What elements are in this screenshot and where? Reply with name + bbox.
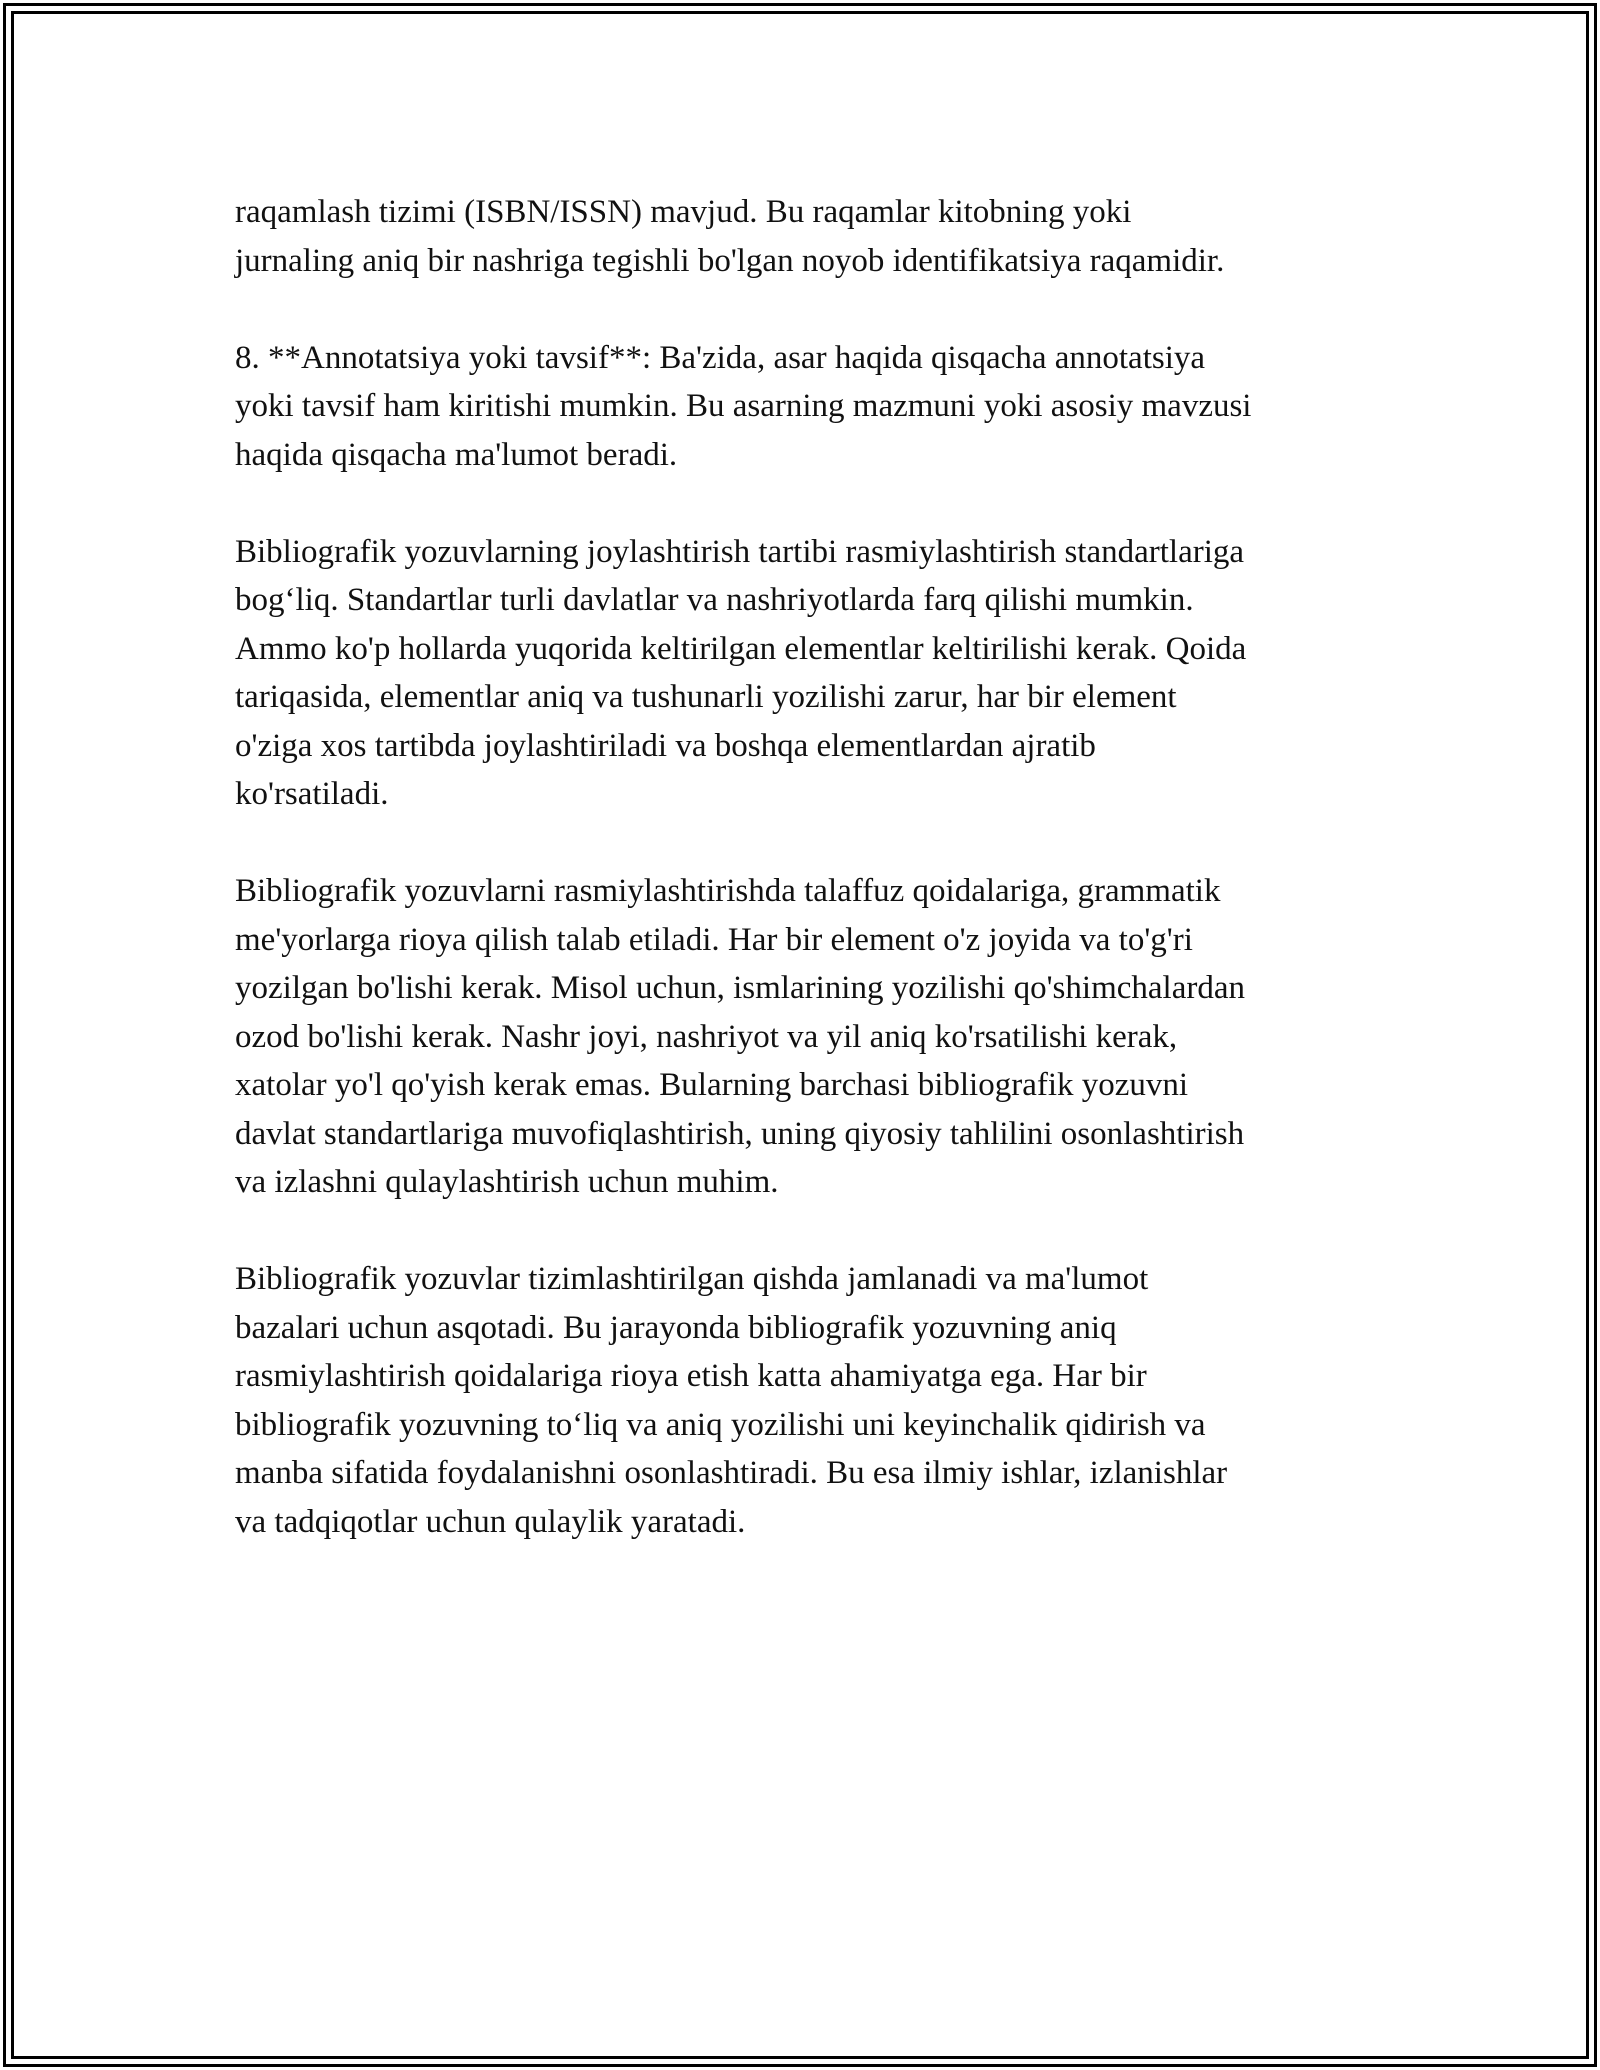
paragraph-placement-order: Bibliografik yozuvlarning joylashtirish tartibi rasmiylashtirish standartlariga bog‘liq. Standartlar turli davlatlar va nashriyotlarda farq qilishi mumkin. Ammo ko'p hollarda yuqorida keltirilgan elementlar keltirilishi kerak. Qoida tariqasida, elementlar aniq va tushunarli yozilishi zarur, har bir element o'ziga xos tartibda joylashtiriladi va boshqa elementlardan ajratib ko'rsatiladi. (235, 533, 1247, 812)
paragraph-systematization: Bibliografik yozuvlar tizimlashtirilgan qishda jamlanadi va ma'lumot bazalari uchun asqotadi. Bu jarayonda bibliografik yozuvning aniq rasmiylashtirish qoidalariga rioya etish katta ahamiyatga ega. Har bir bibliografik yozuvning to‘liq va aniq yozilishi uni keyinchalik qidirish va manba sifatida foydalanishni osonlashtiradi. Bu esa ilmiy ishlar, izlanishlar va tadqiqotlar uchun qulaylik yaratadi. (235, 1261, 1228, 1540)
paragraph-annotation-item: 8. **Annotatsiya yoki tavsif**: Ba'zida, asar haqida qisqacha annotatsiya yoki tavsif ham kiritishi mumkin. Bu asarning mazmuni yoki asosiy mavzusi haqida qisqacha ma'lumot beradi. (235, 339, 1252, 473)
paragraph-isbn-continuation: raqamlash tizimi (ISBN/ISSN) mavjud. Bu raqamlar kitobning yoki jurnaling aniq bir nashriga tegishli bo'lgan noyob identifikatsiya raqamidir. (235, 194, 1225, 279)
document-body (235, 188, 1385, 1595)
paragraph-formatting-rules: Bibliografik yozuvlarni rasmiylashtirishda talaffuz qoidalariga, grammatik me'yorlarga rioya qilish talab etiladi. Har bir element o'z joyida va to'g'ri yozilgan bo'lishi kerak. Misol uchun, ismlarining yozilishi qo'shimchalardan ozod bo'lishi kerak. Nashr joyi, nashriyot va yil aniq ko'rsatilishi kerak, xatolar yo'l qo'yish kerak emas. Bularning barchasi bibliografik yozuvni davlat standartlariga muvofiqlashtirish, uning qiyosiy tahlilini osonlashtirish va izlashni qulaylashtirish uchun muhim. (235, 873, 1245, 1200)
